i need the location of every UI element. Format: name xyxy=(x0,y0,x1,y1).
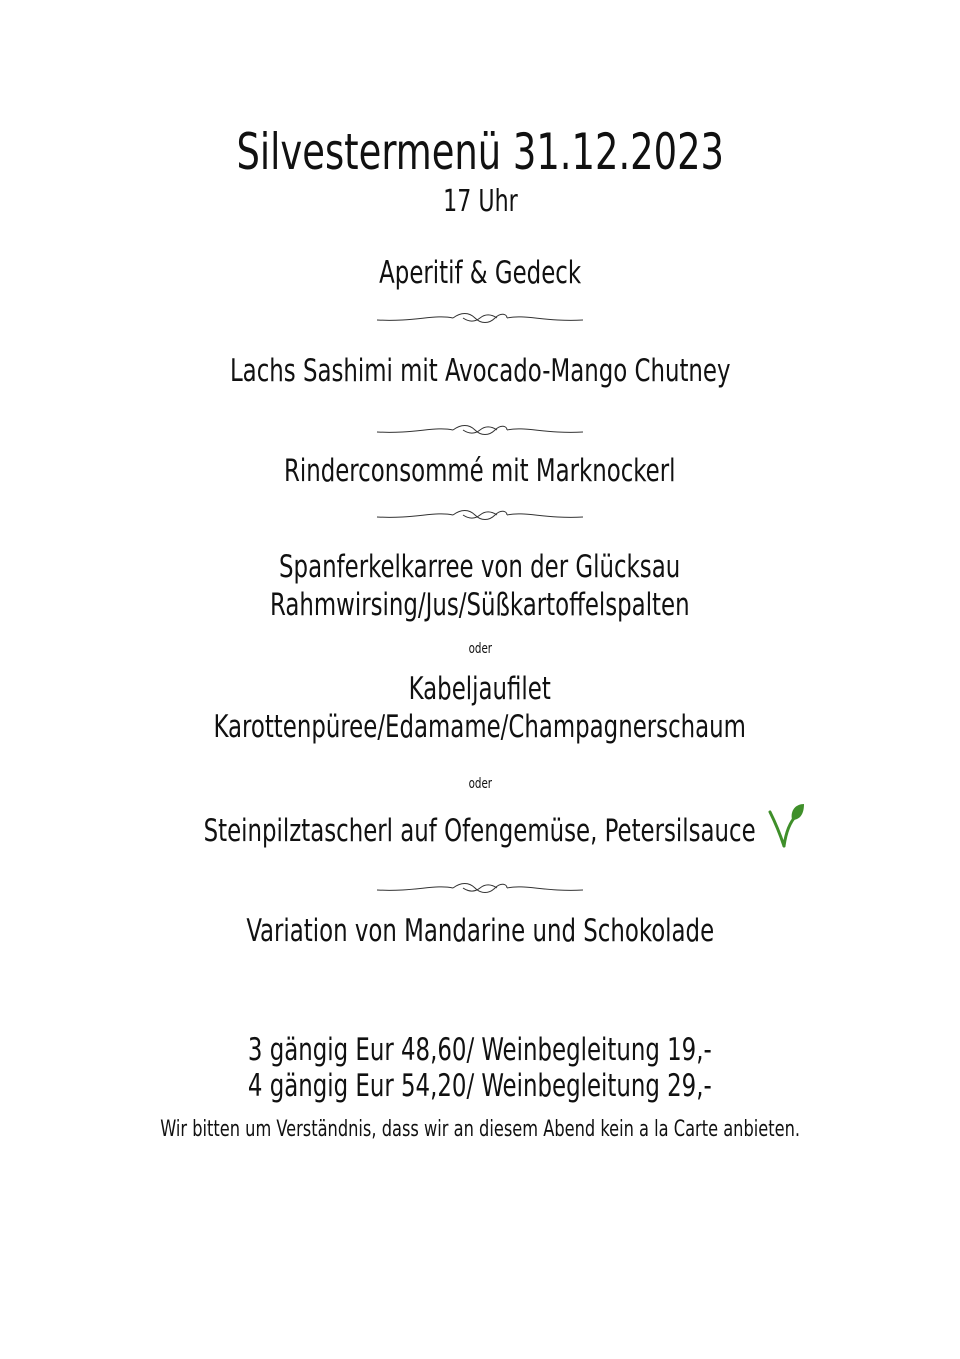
oder-separator: oder xyxy=(468,776,492,792)
course-main-2-title: Kabeljaufilet xyxy=(408,671,552,707)
price-three-course: 3 gängig Eur 48,60/ Weinbegleitung 19,- xyxy=(248,1032,712,1068)
vegetarian-leaf-icon xyxy=(766,802,806,848)
course-main-2-sides: Karottenpüree/Edamame/Champagnerschaum xyxy=(213,709,747,745)
price-four-course: 4 gängig Eur 54,20/ Weinbegleitung 29,- xyxy=(248,1068,712,1104)
course-main-1-title: Spanferkelkarree von der Glücksau xyxy=(279,549,681,585)
flourish-divider-icon xyxy=(375,422,585,438)
menu-time: 17 Uhr xyxy=(442,184,518,219)
flourish-divider-icon xyxy=(375,880,585,896)
course-main-3: Steinpilztascherl auf Ofengemüse, Petersilsauce xyxy=(203,813,757,849)
menu-title: Silvestermenü 31.12.2023 xyxy=(236,123,724,181)
course-soup: Rinderconsommé mit Marknockerl xyxy=(284,453,676,489)
flourish-divider-icon xyxy=(375,310,585,326)
course-dessert: Variation von Mandarine und Schokolade xyxy=(246,913,714,949)
course-main-1-sides: Rahmwirsing/Jus/Süßkartoffelspalten xyxy=(270,587,690,623)
course-starter: Lachs Sashimi mit Avocado-Mango Chutney xyxy=(229,353,731,389)
flourish-divider-icon xyxy=(375,507,585,523)
course-aperitif: Aperitif & Gedeck xyxy=(379,255,581,291)
a-la-carte-note: Wir bitten um Verständnis, dass wir an diesem Abend kein a la Carte anbieten. xyxy=(160,1117,800,1142)
oder-separator: oder xyxy=(468,641,492,657)
